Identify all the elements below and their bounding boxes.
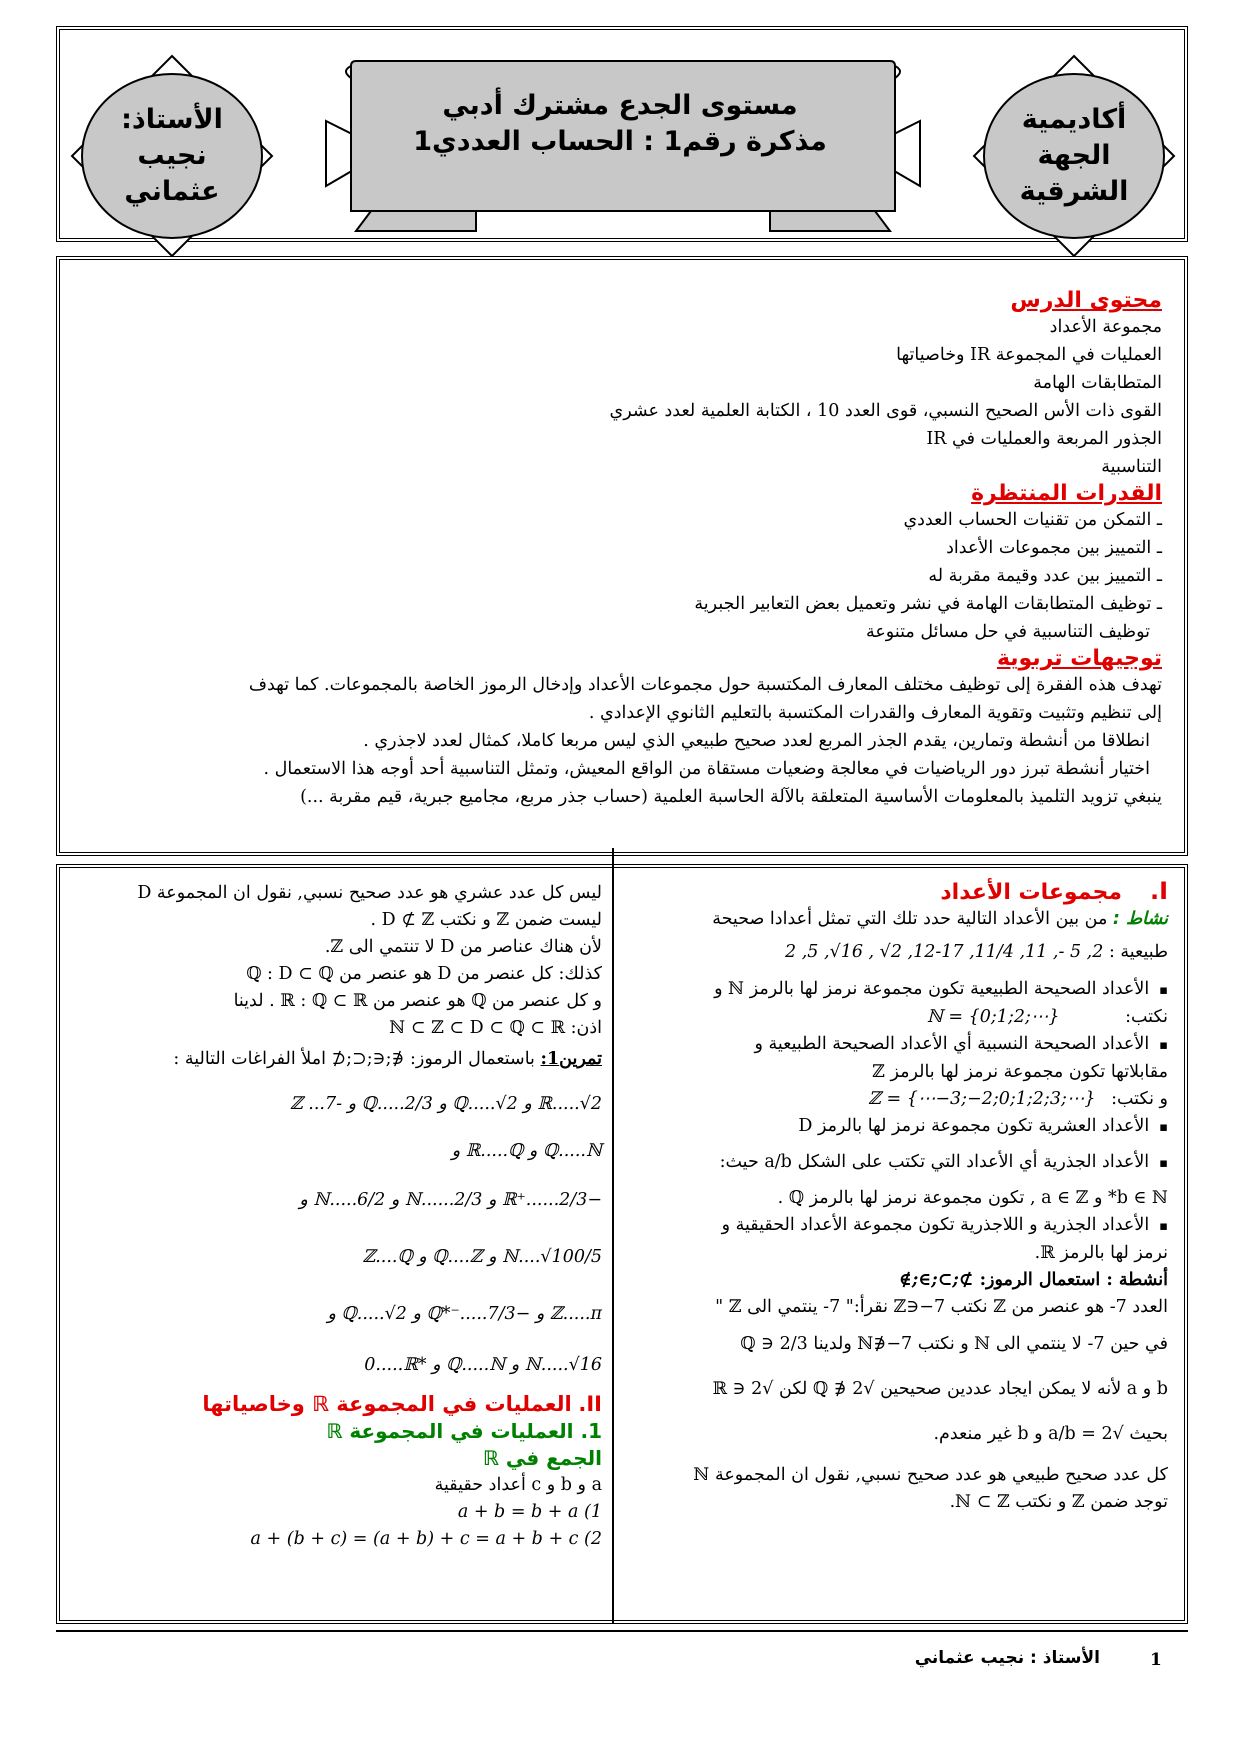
guidance-line: ينبغي تزويد التلميذ بالمعلومات الأساسية المتعلقة بالآلة الحاسبة العلمية (حساب جذر مربع، مجاميع جبرية، قيم مقربة ...) xyxy=(300,787,1162,807)
header-title-line2: مذكرة رقم1 : الحساب العددي1 xyxy=(413,126,827,157)
symbols-label: استعمال الرموز: xyxy=(979,1270,1101,1290)
content-item: التناسبية xyxy=(1101,457,1162,477)
section2-title: العمليات في المجموعة ℝ وخاصياتها xyxy=(202,1392,572,1416)
bullet-reals: ▪ الأعداد الجذرية و اللاجذرية تكون مجموعة الأعداد الحقيقية و xyxy=(628,1212,1168,1240)
section2-number: II. xyxy=(578,1392,602,1416)
bullet-naturals: ▪ الأعداد الصحيحة الطبيعية تكون مجموعة نرمز لها بالرمز ℕ و xyxy=(628,976,1168,1004)
column-divider xyxy=(612,848,614,1624)
guidance-line: اختيار أنشطة تبرز دور الرياضيات في معالجة وضعيات مستقاة من الواقع المعيش، وتمثل التناسبية أحد أوجه هذا الاستعمال . xyxy=(263,759,1150,779)
right-column: I. مجموعات الأعداد نشاط : من بين الأعداد التالية حدد تلك التي تمثل أعدادا صحيحة طبيعية : 2 ,5 ,√16 , √2 ,12-17 ,11/4 ,11 ,- 5 ,2 ▪ الأعداد الصحيحة الطبيعية تكون مجموعة نرمز لها بالرمز ℕ و نكتب: ℕ = {0;1;2;⋯} ▪ الأعداد الصحيحة النسبية أي الأعداد الصحيحة الطبيعية و مقابلاتها تكون مجموعة نرمز لها بالرمز ℤ و نكتب: ℤ = {⋯−3;−2;0;1;2;3;⋯} ▪ الأعداد العشرية تكون مجموعة نرمز لها بالرمز D ▪ الأعداد الجذرية أي الأعداد التي تكتب على الشكل a/b حيث: b ∈ ℕ* و a ∈ ℤ , تكون مجموعة نرمز لها بالرمز ℚ . ▪ الأعداد الجذرية و اللاجذرية تكون مجموعة الأعداد الحقيقية و نرمز لها بالرمز ℝ. أنشطة : استعمال الرموز: ∉;∈;⊂;⊄ العدد 7- هو عنصر من ℤ نكتب 7−∈ℤ نقرأ:" 7- ينتمي الى ℤ " في حين 7- لا ينتمي الى ℕ و نكتب 7−∉ℕ ولدينا 2/3 ∈ ℚ b و a لأنه لا يمكن ايجاد عددين صحيحين √2 ∉ ℚ لكن √2 ∈ ℝ بحيث √2 = a/b و b غير منعدم. كل عدد صحيح طبيعي هو عدد صحيح نسبي, نقول ان المجموعة ℕ توجد ضمن ℤ و نكتب ℕ ⊂ ℤ. xyxy=(628,878,1168,1516)
numbers-list: 2 ,5 ,√16 , √2 ,12-17 ,11/4 ,11 ,- 5 ,2 xyxy=(785,942,1104,962)
exercise-label: تمرين1: xyxy=(540,1049,602,1069)
naturals-set: ℕ = {0;1;2;⋯} xyxy=(926,1007,1060,1027)
activities-label: أنشطة : xyxy=(1106,1270,1168,1290)
guidance-heading: توجيهات تربوية xyxy=(996,646,1162,671)
header-title-line1: مستوى الجدع مشترك أدبي xyxy=(442,90,798,121)
bullet-integers: ▪ الأعداد الصحيحة النسبية أي الأعداد الصحيحة الطبيعية و xyxy=(628,1031,1168,1059)
ability-item: ـ التمكن من تقنيات الحساب العددي xyxy=(903,510,1162,530)
teacher-label: الأستاذ: نجيب عثماني xyxy=(121,104,223,207)
activity-text: من بين الأعداد التالية حدد تلك التي تمثل أعدادا صحيحة xyxy=(712,909,1108,929)
exercise-row: و ℝ.....ℚ و ℚ.....ℕ xyxy=(451,1141,602,1161)
exercise-row: ℤ....ℚ و ℚ....ℤ و ℕ....√100/5 xyxy=(362,1247,602,1267)
overview-content xyxy=(80,288,1162,811)
guidance-line: تهدف هذه الفقرة إلى توظيف مختلف المعارف المكتسبة حول مجموعات الأعداد وإدخال الرموز الخاصة بالمجموعات. كما تهدف xyxy=(248,675,1162,695)
bullet-decimals: ▪ الأعداد العشرية تكون مجموعة نرمز لها بالرمز D xyxy=(628,1113,1168,1141)
academy-label: أكاديمية الجهة الشرقية xyxy=(1019,104,1129,207)
activity-label: نشاط : xyxy=(1112,909,1168,929)
paragraph: كل عدد صحيح طبيعي هو عدد صحيح نسبي, نقول ان المجموعة ℕ xyxy=(693,1465,1168,1485)
guidance-line: انطلاقا من أنشطة وتمارين، يقدم الجذر المربع لعدد صحيح طبيعي الذي ليس مربعا كاملا، كمثال لعدد لاجذري . xyxy=(363,731,1150,751)
exercise-row: و ℕ.....6/2 و ℕ......2/3 و ℝ⁺......2/3− xyxy=(299,1190,602,1210)
footer-rule xyxy=(56,1630,1188,1632)
ability-item: ـ توظيف المتطابقات الهامة في نشر وتعميل بعض التعابير الجبرية xyxy=(694,594,1162,614)
addition-title: الجمع في ℝ xyxy=(482,1446,602,1470)
ability-item: ـ التمييز بين عدد وقيمة مقربة له xyxy=(928,566,1162,586)
section1-title: مجموعات الأعداد xyxy=(940,880,1122,905)
guidance-line: إلى تنظيم وتثبيت وتقوية المعارف والقدرات المكتسبة بالتعليم الثانوي الإعدادي . xyxy=(588,703,1162,723)
paragraph: b و a لأنه لا يمكن ايجاد عددين صحيحين √2 ∉ ℚ لكن √2 ∈ ℝ xyxy=(712,1379,1168,1399)
content-item: المتطابقات الهامة xyxy=(1033,373,1162,393)
subsection1-title: 1. العمليات في المجموعة ℝ xyxy=(326,1419,602,1443)
exercise-row: ℤ ...7- و ℚ.....2/3 و ℚ.....√2 و ℝ.....√2 xyxy=(289,1094,602,1114)
content-heading: محتوى الدرس xyxy=(1010,288,1162,313)
property-2: a + (b + c) = (a + b) + c = a + b + c (2 xyxy=(250,1529,602,1549)
content-item: الجذور المربعة والعمليات في IR xyxy=(926,429,1162,449)
paragraph: العدد 7- هو عنصر من ℤ نكتب 7−∈ℤ نقرأ:" 7- ينتمي الى ℤ " xyxy=(715,1297,1168,1317)
page-number: 1 xyxy=(1150,1650,1162,1670)
content-item: مجموعة الأعداد xyxy=(1049,317,1162,337)
exercise-row: و ℚ.....√2 و ℚ*⁻.....7/3− و ℤ.....π xyxy=(327,1304,602,1324)
content-item: القوى ذات الأس الصحيح النسبي، قوى العدد 10 ، الكتابة العلمية لعدد عشري xyxy=(609,401,1162,421)
exercise-text: باستعمال الرموز: ∉;∈;⊂;⊄ املأ الفراغات التالية : xyxy=(173,1049,535,1069)
paragraph: في حين 7- لا ينتمي الى ℕ و نكتب 7−∉ℕ ولدينا 2/3 ∈ ℚ xyxy=(740,1334,1168,1354)
natural-label: طبيعية : xyxy=(1108,942,1168,962)
property-1: a + b = b + a (1 xyxy=(457,1502,602,1522)
bullet-rationals: ▪ الأعداد الجذرية أي الأعداد التي تكتب على الشكل a/b حيث: xyxy=(628,1149,1168,1177)
symbols-list: ∉;∈;⊂;⊄ xyxy=(898,1270,974,1290)
abilities-heading: القدرات المنتظرة xyxy=(971,481,1162,506)
header-title xyxy=(400,88,840,160)
ability-item: توظيف التناسبية في حل مسائل متنوعة xyxy=(865,622,1150,642)
integers-set: ℤ = {⋯−3;−2;0;1;2;3;⋯} xyxy=(868,1089,1096,1109)
paragraph: بحيث √2 = a/b و b غير منعدم. xyxy=(933,1424,1168,1444)
section1-number: I. xyxy=(1149,877,1168,905)
ability-item: ـ التمييز بين مجموعات الأعداد xyxy=(946,538,1162,558)
exercise-row: 0.....ℝ* و ℚ.....ℕ و ℕ.....√16 xyxy=(364,1355,602,1375)
left-column: ليس كل عدد عشري هو عدد صحيح نسبي, نقول ان المجموعة D ليست ضمن ℤ و نكتب D ⊄ ℤ . لأن هناك عناصر من D لا تنتمي الى ℤ. كذلك: كل عنصر من D هو عنصر من ℚ : D ⊂ ℚ و كل عنصر من ℚ هو عنصر من ℝ : ℚ ⊂ ℝ . لدينا اذن: ℕ ⊂ ℤ ⊂ D ⊂ ℚ ⊂ ℝ تمرين1: باستعمال الرموز: ∉;∈;⊂;⊄ املأ الفراغات التالية : ℤ ...7- و ℚ.....2/3 و ℚ.....√2 و ℝ.....√2 و ℝ.....ℚ و ℚ.....ℕ و ℕ.....6/2 و ℕ......2/3 و ℝ⁺......2/3− ℤ....ℚ و ℚ....ℤ و ℕ....√100/5 و ℚ.....√2 و ℚ*⁻.....7/3− و ℤ.....π 0.....ℝ* و ℚ.....ℕ و ℕ.....√16 II. العمليات في المجموعة ℝ وخاصياتها 1. العمليات في المجموعة ℝ الجمع في ℝ a و b و c أعداد حقيقية a + b = b + a (1 a + (b + c) = (a + b) + c = a + b + c (2 xyxy=(72,880,602,1553)
vars-line: a و b و c أعداد حقيقية xyxy=(434,1475,602,1495)
paragraph: توجد ضمن ℤ و نكتب ℕ ⊂ ℤ. xyxy=(949,1492,1168,1512)
content-item: العمليات في المجموعة IR وخاصياتها xyxy=(896,345,1162,365)
footer-author: الأستاذ : نجيب عثماني xyxy=(914,1648,1100,1668)
